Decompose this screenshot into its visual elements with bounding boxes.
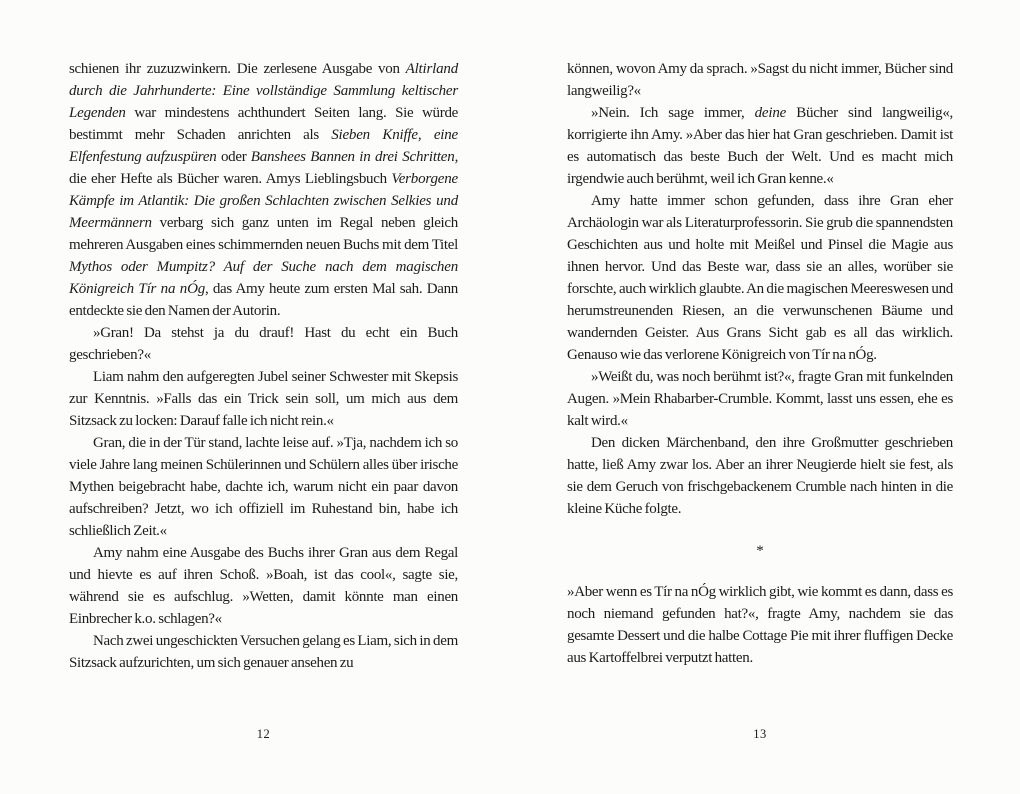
page-number-right: 13 xyxy=(753,727,767,741)
text-run: »Gran! Da stehst ja du drauf! Hast du echt ein Buch geschrieben?« xyxy=(69,325,458,363)
text-run: deine xyxy=(754,105,787,121)
text-run: Liam nahm den aufgeregten Jubel seiner Schwester mit Skepsis zur Kenntnis. »Falls das ein Trick sein soll, um mich aus dem Sitzsack zu locken: Darauf falle ich nicht rein.« xyxy=(69,369,458,429)
text-run: »Nein. Ich sage immer, xyxy=(591,105,755,121)
text-run: Verborgene Kämpfe im Atlantik: Die großen Schlachten zwischen Selkies und Meermännern xyxy=(69,171,458,231)
text-run: können, wovon Amy da sprach. »Sagst du nicht immer, Bücher sind langweilig?« xyxy=(567,61,953,99)
paragraph xyxy=(69,322,458,366)
paragraph xyxy=(567,58,953,102)
page-left-text-block xyxy=(69,58,458,674)
text-run: Sieben Kniffe, eine Elfenfestung aufzuspüren xyxy=(69,127,459,165)
text-run: , das Amy heute zum ersten Mal sah. Dann entdeckte sie den Namen der Autorin. xyxy=(69,281,458,319)
text-run: Amy hatte immer schon gefunden, dass ihre Gran eher Archäologin war als Literaturprofessorin. Sie grub die spannendsten Geschichten aus und holte mit Meißel und Pinsel die Magie aus ihnen hervor. Und das Beste war, dass sie an alles, worüber sie forschte, auch wirklich glaubte. An die magischen Meereswesen und herumstreunenden Riesen, an die verwunschenen Bäume und wandernden Geister. Aus Grans Sicht gab es all das wirklich. Genauso wie das verlorene Königreich von Tír na nÓg. xyxy=(567,193,953,363)
paragraph xyxy=(567,432,953,520)
text-run: Banshees Bannen in drei Schritten xyxy=(250,149,455,165)
paragraph xyxy=(69,58,458,322)
text-run: verbarg sich ganz unten im Regal neben gleich mehreren Ausgaben eines schimmernden neuen Buchs mit dem Titel xyxy=(69,215,458,253)
paragraph xyxy=(69,630,458,674)
text-run: war mindestens achthundert Seiten lang. Sie würde bestimmt mehr Schaden anrichten als xyxy=(69,105,458,143)
paragraph xyxy=(69,542,458,630)
text-run: Altirland durch die Jahrhunderte: Eine vollständige Sammlung keltischer Legenden xyxy=(69,61,458,121)
page-left xyxy=(69,0,458,794)
text-run: oder xyxy=(216,149,251,165)
text-run: * xyxy=(756,543,764,559)
text-run: Gran, die in der Tür stand, lachte leise auf. »Tja, nachdem ich so viele Jahre lang meinen Schülerinnen und Schülern alles über irische Mythen beigebracht habe, dachte ich, warum nicht ein paar davon aufschreiben? Jetzt, wo ich offiziell im Ruhestand bin, habe ich schließlich Zeit.« xyxy=(69,435,458,539)
paragraph xyxy=(567,366,953,432)
text-run: Nach zwei ungeschickten Versuchen gelang es Liam, sich in dem Sitzsack aufzurichten, um sich genauer ansehen zu xyxy=(69,633,458,671)
text-run: »Weißt du, was noch berühmt ist?«, fragte Gran mit funkelnden Augen. »Mein Rhabarber-Crumble. Kommt, lasst uns essen, ehe es kalt wird.« xyxy=(567,369,953,429)
paragraph xyxy=(69,366,458,432)
text-run: schienen ihr zuzuzwinkern. Die zerlesene Ausgabe von xyxy=(69,61,406,77)
text-run: Den dicken Märchenband, den ihre Großmutter geschrieben hatte, ließ Amy zwar los. Aber an ihrer Neugierde hielt sie fest, als sie dem Geruch von frischgebackenem Crumble nach hinten in die kleine Küche folgte. xyxy=(567,435,953,517)
text-run: Mythos oder Mumpitz? Auf der Suche nach dem magischen Königreich Tír na nÓg xyxy=(69,259,458,297)
text-run: , die eher Hefte als Bücher waren. Amys Lieblingsbuch xyxy=(69,149,459,187)
text-run: »Aber wenn es Tír na nÓg wirklich gibt, wie kommt es dann, dass es noch niemand gefunden hat?«, fragte Amy, nachdem sie das gesamte Dessert und die halbe Cottage Pie mit ihrer fluffigen Decke aus Kartoffelbrei verputzt hatten. xyxy=(567,584,953,666)
text-run: Amy nahm eine Ausgabe des Buchs ihrer Gran aus dem Regal und hievte es auf ihren Schoß. »Boah, ist das cool«, sagte sie, während sie es aufschlug. »Wetten, damit könnte man einen Einbrecher k.o. schlagen?« xyxy=(69,545,458,627)
paragraph xyxy=(69,432,458,542)
page-right xyxy=(567,0,953,794)
text-run: Bücher sind langweilig«, korrigierte ihn Amy. »Aber das hier hat Gran geschrieben. Damit ist es automatisch das beste Buch der Welt. Und es macht mich irgendwie auch berühmt, weil ich Gran kenne.« xyxy=(567,105,953,187)
page-right-text-block xyxy=(567,58,953,669)
page-number-left: 12 xyxy=(256,727,271,741)
paragraph xyxy=(567,581,953,669)
paragraph xyxy=(567,190,953,366)
section-separator-asterisk xyxy=(567,520,953,581)
paragraph xyxy=(567,102,953,190)
